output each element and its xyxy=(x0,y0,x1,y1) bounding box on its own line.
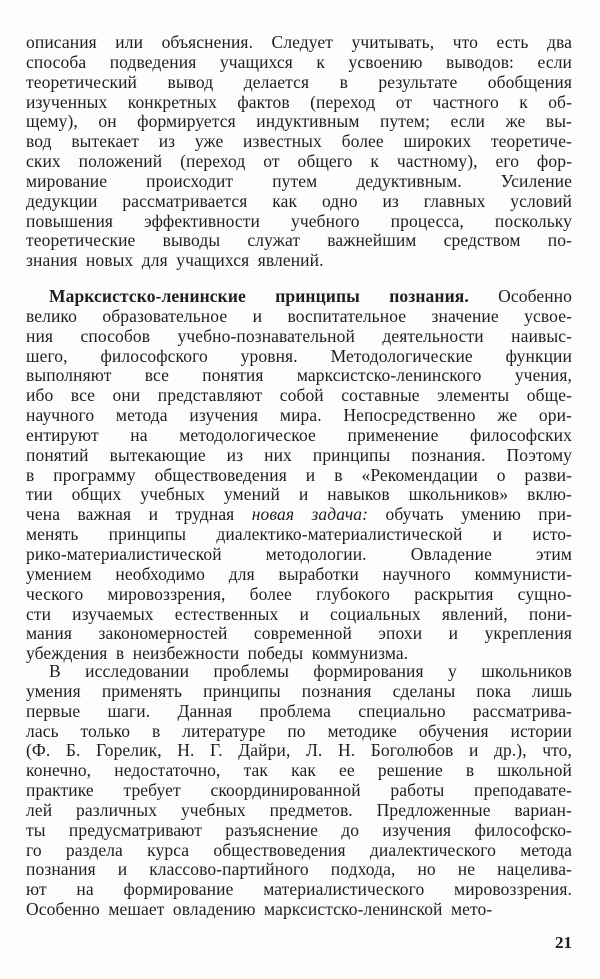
text-segment: обучать умению при- xyxy=(368,504,572,525)
text-line: ты предусматривают разъяснение до изучения философско- xyxy=(26,819,572,840)
text-line: мирование происходит путем дедуктивным. Усиление xyxy=(26,170,572,191)
text-line: познания и классово-партийного подхода, но не нацелива- xyxy=(26,859,572,880)
text-line: тии общих учебных умений и навыков школьников» вклю- xyxy=(26,484,572,505)
text-line: Особенно мешает овладению марксистско-ленинской мето- xyxy=(26,899,493,920)
text-line: менять принципы диалектико-материалистической и исто- xyxy=(26,524,572,545)
text-line: ентируют на методологическое применение философских xyxy=(26,424,572,445)
text-line: рико-материалистической методологии. Овладение этим xyxy=(26,543,572,564)
section-heading: Марксистско-ленинские принципы познания. xyxy=(49,286,469,306)
text-line: теоретический вывод делается в результате обобщения xyxy=(26,71,572,92)
italic-phrase: новая задача: xyxy=(251,504,369,525)
text-line: го раздела курса обществоведения диалектического метода xyxy=(26,839,572,860)
text-line: выполняют все понятия марксистско-ленинского учения, xyxy=(26,365,572,386)
text-line: (Ф. Б. Горелик, Н. Г. Дайри, Л. Н. Боголюбов и др.), что, xyxy=(26,740,572,761)
text-line: теоретические выводы служат важнейшим средством по- xyxy=(26,230,572,251)
text-line: практике требует скоординированной работы преподавате- xyxy=(26,780,572,801)
text-line: ибо все они представляют собой составные элементы обще- xyxy=(26,385,572,406)
text-line: ния способов учебно-познавательной деятельности наивыс- xyxy=(26,325,572,346)
text-line: ских положений (переход от общего к частному), его фор- xyxy=(26,151,572,172)
text-line: в программу обществоведения и в «Рекомендации о разви- xyxy=(26,464,572,485)
text-line: понятий вытекающие из них принципы познания. Поэтому xyxy=(26,444,572,465)
text-line: лей различных учебных предметов. Предложенные вариан- xyxy=(26,799,572,820)
text-line: изученных конкретных фактов (переход от частного к об- xyxy=(26,91,572,112)
text-line xyxy=(26,505,572,525)
page-number: 21 xyxy=(555,933,572,952)
text-line: сти изучаемых естественных и социальных явлений, пони- xyxy=(26,603,572,624)
text-line: шего, философского уровня. Методологические функции xyxy=(26,345,572,366)
text-line: ют на формирование материалистического мировоззрения. xyxy=(26,879,572,900)
text-line: лась только в литературе по методике обучения истории xyxy=(26,720,572,741)
text-line: убеждения в неизбежности победы коммунизма. xyxy=(26,643,409,664)
text-segment: Особенно xyxy=(468,286,572,306)
text-line: ческого мировоззрения, более глубокого раскрытия сущно- xyxy=(26,583,572,604)
text-line xyxy=(26,287,572,307)
text-line: мания закономерностей современной эпохи и укрепления xyxy=(26,623,572,644)
text-line: вод вытекает из уже известных более широких теоретиче- xyxy=(26,131,572,152)
paragraph-deduction xyxy=(26,33,572,271)
text-line: конечно, недостаточно, так как ее решение в школьной xyxy=(26,760,572,781)
paragraph-research xyxy=(26,662,572,920)
text-line: повышения эффективности учебного процесса, поскольку xyxy=(26,210,572,231)
text-line: научного метода изучения мира. Непосредственно же ори- xyxy=(26,405,572,426)
text-line: В исследовании проблемы формирования у школьников xyxy=(49,661,572,681)
text-line: знания новых для учащихся явлений. xyxy=(26,250,324,271)
text-line: велико образовательное и воспитательное значение усвое- xyxy=(26,305,572,326)
text-line: описания или объяснения. Следует учитывать, что есть два xyxy=(26,32,572,52)
text-line: дедукции рассматривается как одно из главных условий xyxy=(26,190,572,211)
text-segment: чена важная и трудная xyxy=(26,504,252,525)
text-line: щему), он формируется индуктивным путем; если же вы- xyxy=(26,111,572,132)
text-line: первые шаги. Данная проблема специально рассматрива- xyxy=(26,700,572,721)
text-line: умением необходимо для выработки научного коммунисти- xyxy=(26,563,572,584)
text-line: умения применять принципы познания сделаны пока лишь xyxy=(26,680,572,701)
text-line: способа подведения учащихся к усвоению выводов: если xyxy=(26,51,572,72)
paragraph-marxist-principles xyxy=(26,287,572,664)
